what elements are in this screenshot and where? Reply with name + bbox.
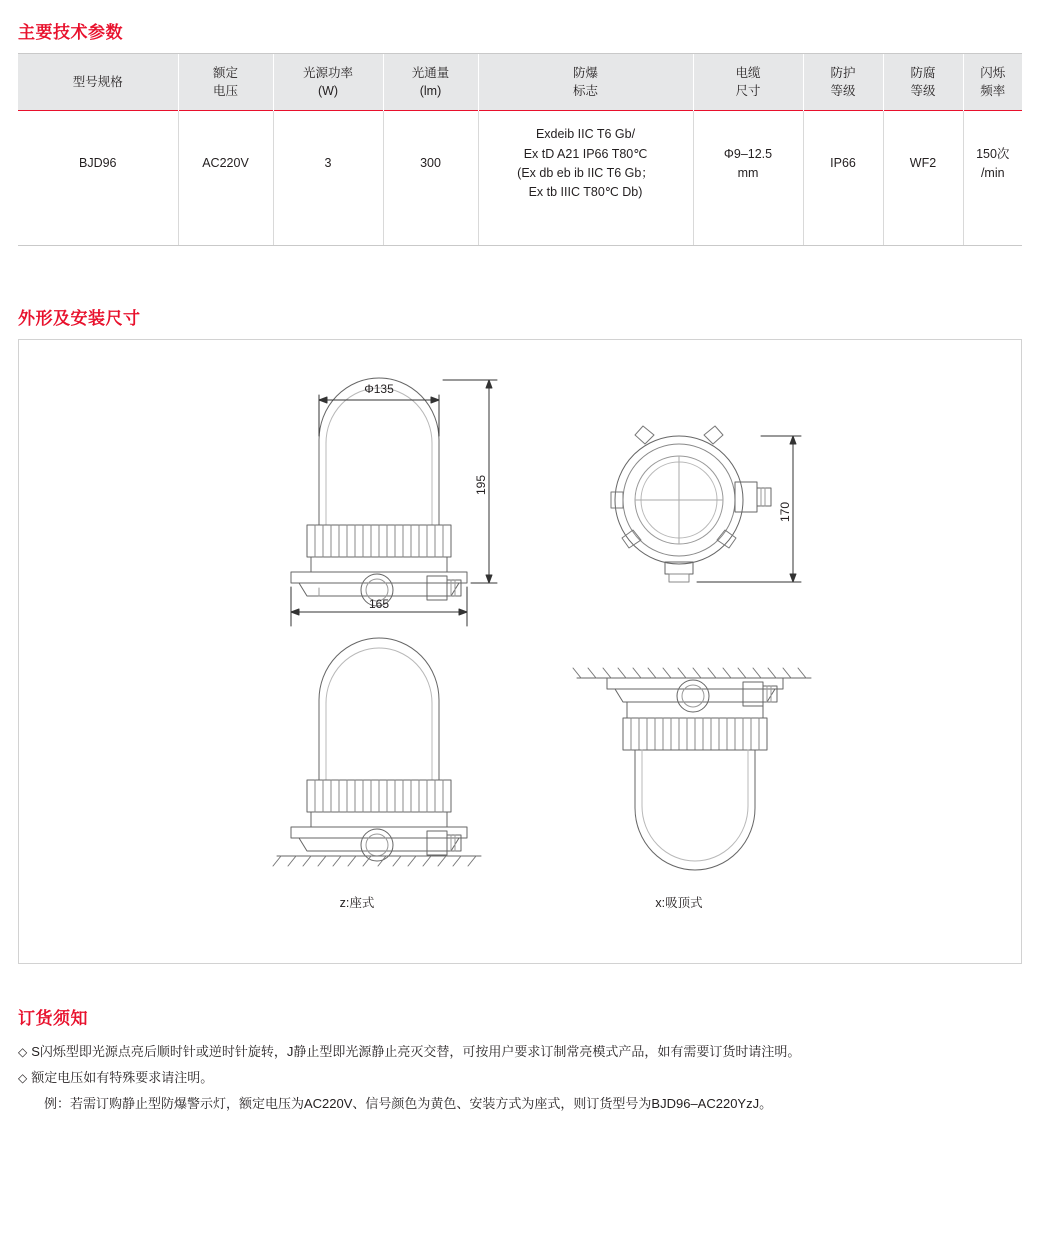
diamond-bullet-icon: ◇ bbox=[18, 1070, 28, 1085]
spec-header-frequency: 闪烁 频率 bbox=[963, 54, 1022, 111]
bottom-spacer bbox=[18, 1117, 1022, 1141]
spec-header-cable: 电缆 尺寸 bbox=[693, 54, 803, 111]
dimension-drawing bbox=[19, 340, 1021, 963]
spec-table-wrapper bbox=[18, 53, 1022, 246]
dimension-section-title: 外形及安装尺寸 bbox=[18, 308, 141, 328]
spec-header-voltage: 额定 电压 bbox=[178, 54, 273, 111]
spec-header-row bbox=[18, 54, 1022, 111]
cell-ex-mark: Exdeib IIC T6 Gb/ Ex tD A21 IP66 T80℃ (Ex db eb ib IIC T6 Gb； Ex tb IIIC T80℃ Db) bbox=[478, 111, 693, 217]
figure-caption-x: x:吸顶式 bbox=[655, 895, 703, 910]
order-notes bbox=[18, 1039, 1022, 1117]
order-note-item bbox=[18, 1039, 1022, 1065]
dimension-figure-box bbox=[18, 339, 1022, 964]
spec-header-ip: 防护 等级 bbox=[803, 54, 883, 111]
figure-caption-z: z:座式 bbox=[339, 895, 375, 910]
dim-label-width: 165 bbox=[368, 596, 390, 611]
spec-table-body bbox=[18, 111, 1022, 245]
cell-voltage: AC220V bbox=[178, 111, 273, 217]
cell-cable: Φ9–12.5 mm bbox=[693, 111, 803, 217]
spec-table bbox=[18, 54, 1022, 245]
cell-ip: IP66 bbox=[803, 111, 883, 217]
spec-table-head bbox=[18, 54, 1022, 111]
cell-power: 3 bbox=[273, 111, 383, 217]
page-root bbox=[0, 18, 1040, 1141]
spec-section-title: 主要技术参数 bbox=[18, 23, 123, 42]
order-section-title: 订货须知 bbox=[18, 1008, 88, 1028]
dim-label-height: 195 bbox=[474, 474, 488, 495]
spec-header-model: 型号规格 bbox=[18, 54, 178, 111]
order-note-text: S闪烁型即光源点亮后顺时针或逆时针旋转，J静止型即光源静止亮灭交替，可按用户要求订制常亮模式产品，如有需要订货时请注明。 bbox=[31, 1043, 801, 1059]
order-note-example: 例：若需订购静止型防爆警示灯，额定电压为AC220V、信号颜色为黄色、安装方式为座式，则订货型号为BJD96–AC220YzJ。 bbox=[44, 1095, 773, 1111]
diamond-bullet-icon: ◇ bbox=[18, 1044, 28, 1059]
cell-model: BJD96 bbox=[18, 111, 178, 217]
dim-label-diameter: Φ135 bbox=[364, 381, 394, 396]
spec-header-flux: 光通量 (lm) bbox=[383, 54, 478, 111]
order-note-text: 额定电压如有特殊要求请注明。 bbox=[31, 1069, 214, 1085]
spec-header-corrosion: 防腐 等级 bbox=[883, 54, 963, 111]
spec-header-ex-mark: 防爆 标志 bbox=[478, 54, 693, 111]
dim-label-side-height: 170 bbox=[778, 501, 792, 522]
cell-frequency: 150次 /min bbox=[976, 146, 1010, 180]
spec-header-power: 光源功率 (W) bbox=[273, 54, 383, 111]
cell-corrosion: WF2 bbox=[883, 111, 963, 217]
cell-flux: 300 bbox=[383, 111, 478, 217]
order-note-item bbox=[18, 1065, 1022, 1091]
table-row bbox=[18, 111, 1022, 217]
spec-bottom-spacer bbox=[18, 217, 1022, 245]
